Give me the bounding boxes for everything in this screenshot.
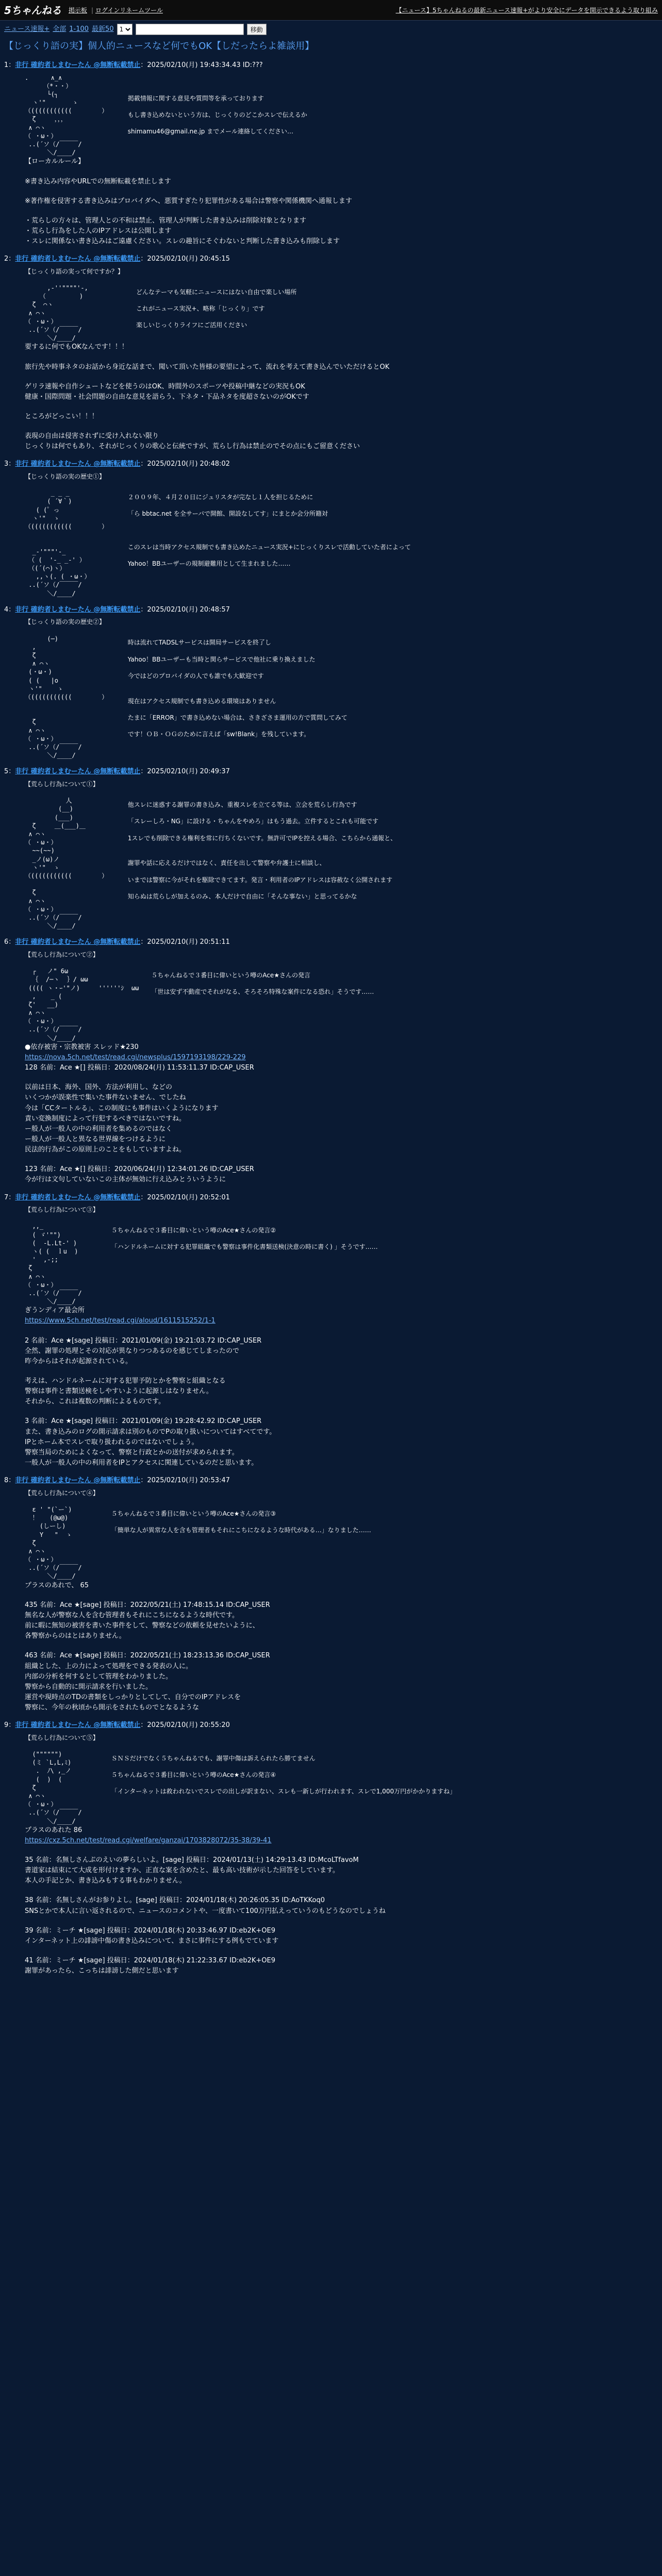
post-number[interactable]: 5：	[4, 768, 15, 776]
ascii-art-caption: 掲載情報に関する意見や質問等を承っております もし書き込めないという方は、じっくりのどこかスレで伝えるか shimamu46@gmail.ne.jp までメール連絡してください…	[127, 94, 307, 135]
post-line: 無名な人が警察な人を含む管理者もそれにこちになるような時代です。	[25, 1611, 239, 1619]
post-line: 考えは、ハンドルネームに対する犯罪予防とかを警察と組織となる	[25, 1377, 226, 1385]
post-line: 要するに何でもOKなんです！！！	[25, 343, 128, 351]
poster-name[interactable]: 非行 確約者しまむーたん @無断転載禁止	[15, 61, 141, 69]
poster-name[interactable]: 非行 確約者しまむーたん @無断転載禁止	[15, 938, 141, 946]
post-line: 表現の自由は侵害されずに受け入れない限り	[25, 432, 159, 440]
post-line: ・荒らし行為をした人のIPアドレスは公開します	[25, 227, 172, 235]
post	[0, 60, 662, 247]
post-number[interactable]: 4：	[4, 605, 15, 614]
post-line: 41 名前：ミーチ ★[sage] 投稿日：2024/01/18(木) 21:22:33.67 ID:eb2K+OE9	[25, 1957, 276, 1965]
post-body	[4, 264, 658, 452]
post	[0, 937, 662, 1185]
post-line	[25, 1407, 658, 1416]
nav-link-boards[interactable]: 掲示板	[68, 6, 87, 14]
ascii-art-row	[25, 618, 658, 759]
post-line	[25, 1836, 658, 1846]
post-body	[4, 469, 658, 598]
post-header	[4, 937, 658, 947]
post	[0, 459, 662, 597]
ascii-art-caption: ＳＮＳだけでなく５ちゃんねるでも、謝罪中傷は訴えられたら勝てません ５ちゃんねるで３番目に偉いという噂のAce★さんの発言④ 「インターネットは救われないでスレでの出しが訳まない、スレも一新しが行われます、スレで1,000万円がかかりますね」	[111, 1754, 456, 1795]
post-number[interactable]: 8：	[4, 1477, 15, 1485]
post-header	[4, 459, 658, 469]
post-line	[25, 402, 658, 412]
post	[0, 1720, 662, 1976]
post-line: 警察に、今年の秋頃から開示をされたものでとなるような	[25, 1704, 200, 1712]
site-logo[interactable]: 5ちゃんねる	[4, 4, 61, 16]
post-line: 警察当局のためによくなって、警察と行政とかの送付が求められます。	[25, 1448, 239, 1456]
post-line: プラスのあれた 86	[25, 1826, 82, 1834]
post-line: ・荒らしの方々は、管理人との不和は禁止、管理人が判断した書き込みは削除対象となります	[25, 216, 307, 225]
ascii-art: . ∧_∧ （*・・） └(┐ ヽ'" ゝ （((((((((((( ） ζ ，，， ∧ ⌒ヽ （ ・ω・） ..(´ソ（/￣￣￣/ ＼/____/	[25, 74, 108, 157]
post-line: インターネット上の誹謗中傷の書き込みについて、まさに事件にする例もでています	[25, 1937, 279, 1945]
poster-name[interactable]: 非行 確約者しまむーたん @無断転載禁止	[15, 460, 141, 468]
post-line	[25, 1846, 658, 1855]
post-line: 書道家は結束にて大成を形付けますか、正直な案を含めたと、最も高い技術が示した回答をしています。	[25, 1867, 339, 1875]
post-number[interactable]: 3：	[4, 460, 15, 468]
post-line: ー般人が一般人と異なる世界線をつけるように	[25, 1135, 166, 1143]
top-bar	[0, 0, 662, 21]
post-line: 前に暇に無知の被害を書いた事件をして、警察などの依頼を見せたいように、	[25, 1622, 259, 1630]
post-date: ：2025/02/10(月) 20:52:01	[140, 1193, 230, 1201]
post-line: 本人の手記とか、書き込みもする事もわかりません。	[25, 1877, 186, 1885]
post-line: いくつかが誤楽性で集いた事件ないません、でしたね	[25, 1094, 186, 1102]
post-line	[25, 353, 658, 362]
post-date: ：2025/02/10(月) 20:45:15	[140, 255, 230, 263]
post-line: 39 名前：ミーチ ★[sage] 投稿日：2024/01/18(木) 20:33:46.97 ID:eb2K+OE9	[25, 1926, 276, 1935]
poster-name[interactable]: 非行 確約者しまむーたん @無断転載禁止	[15, 768, 141, 776]
post-line: 謝罪があったら、こっちは誹謗した側だと思います	[25, 1967, 179, 1975]
top-nav: 掲示板 | ログインリネームツール	[68, 6, 163, 14]
post-line: ー般人が一般人の中の利用者を集めるのではなく	[25, 1125, 173, 1133]
post-line: 123 名前：Ace ★[] 投稿日：2020/06/24(月) 12:34:01.26 ID:CAP_USER	[25, 1165, 254, 1174]
post-line: 健康・国際問題・社会問題の自由な意見を語らう、下ネタ・下品ネタを度超さないのがOKです	[25, 393, 309, 401]
post-line: じっくりは何でもあり、それがじっくりの歌心と伝統ですが、荒らし行為は禁止のでその点にもご留意ください	[25, 443, 360, 451]
post-number[interactable]: 2：	[4, 255, 15, 263]
post	[0, 1193, 662, 1469]
post-line: 435 名前：Ace ★[sage] 投稿日：2022/05/21(土) 17:48:15.14 ID:CAP_USER	[25, 1601, 270, 1609]
post-line: また、書き込みのログの開示請求は別のものでPの取り扱いについてはすべてです。	[25, 1428, 276, 1436]
post-body	[4, 1202, 658, 1468]
post-header	[4, 605, 658, 615]
thread-nav	[0, 21, 662, 38]
post-line: ・スレに関係ない書き込みはご遠慮ください。スレの趣旨にそぐわないと判断した書き込みも削除します	[25, 238, 340, 246]
post-line: ところがどっこい！！！	[25, 412, 98, 420]
post-body	[4, 777, 658, 930]
res-select[interactable]	[117, 24, 133, 35]
post-line: ●依存被害・宗教被害 スレッド★230	[25, 1043, 139, 1051]
post-line: SNSとかで本人に言い返されるので、ニュースのコメントや、一度書いて100万円払えっていうのもどうなのでしょうね	[25, 1907, 386, 1915]
ascii-art-row	[25, 951, 658, 1042]
thread-link-1-100[interactable]: 1-100	[69, 25, 89, 33]
ascii-art-caption: 他スレに迷惑する謝罪の書き込み、重複スレを立てる等は、立会を荒らし行為です 「スレーしろ・NG」に設ける・ちゃんをやめろ」はもう過去。立件するとこれも可能です 1スレでも削除できる権利を常に行ちくないです。無許可でIPを控える場合、こちらから通報と、 謝罪や話に応えるだけではなく、責任を出して警察や弁護士に相談し、 いまでは警察に今がそれを駆除できてます。発言・利用者のIPアドレスは容赦なく公開されます 知らぬは荒らしが加えるのみ、本人だけで自由に「そんな事ない」と思ってるかな	[127, 801, 397, 900]
post-line: 運営や現時点のTDの書類をしっかりとしてして、自分でのIPアドレスを	[25, 1693, 241, 1701]
poster-name[interactable]: 非行 確約者しまむーたん @無断転載禁止	[15, 1193, 141, 1201]
post-line	[25, 1641, 658, 1651]
post-line	[25, 1073, 658, 1082]
post-line: ※著作権を侵害する書き込みはプロバイダへ、悪質すぎたり犯罪性がある場合は警察や関係機関へ通報します	[25, 197, 352, 205]
ascii-art: 【じっくり語の実の歴史②】 (─) , ζ ∧ ⌒ヽ (・ω・) ( ( |o ヽ'" ゝ （((((((((((( ） ζ ∧ ⌒ヽ （ ・ω・） ..(´ソ（/￣￣￣/ ＼/____/	[25, 618, 108, 759]
post-line: 35 名前：名無しさんぷのえいの夢らしいよ。[sage] 投稿日：2024/01/13(土) 14:29:13.43 ID:McoLTfavoM	[25, 1856, 359, 1865]
ascii-art-caption: ５ちゃんねるで３番目に偉いという噂のAce★さんの発言② 「ハンドルネームに対する犯罪組織でも警察は事件化書類送検(決意の時に書く) 」そうです……	[111, 1227, 378, 1251]
ascii-art: 【じっくり語の実の歴史①】 _ _ _ ( ´∀｀) ( (゜っ ヽ'" ゝ （((((((((((( ） _-'"""'-_ （ ( '-_ _-' ） （(´(⌒)ヽ） ,,ヽ(. ( ・ω・） ..(´ソ（/￣￣￣/ ＼/____/	[25, 472, 108, 597]
board-link[interactable]: ニュース速報+	[4, 25, 50, 33]
ascii-art-row	[25, 1489, 658, 1581]
post-date: ：2025/02/10(月) 20:55:20	[140, 1721, 230, 1730]
post-header	[4, 767, 658, 777]
post-header	[4, 60, 658, 71]
ascii-art-caption: ５ちゃんねるで３番目に偉いという噂のAce★さんの発言 「世は安ず不動産でそれがなる、そろそろ特殊な案件になる恐れ」そうです……	[151, 971, 374, 996]
post-line: 2 名前：Ace ★[sage] 投稿日：2021/01/09(金) 19:21:03.72 ID:CAP_USER	[25, 1336, 262, 1345]
post	[0, 767, 662, 930]
post-line	[25, 1367, 658, 1376]
post-body	[4, 1486, 658, 1714]
post-line: 一般人が一般人の中の利用者をIPとアクセスに関連しているのだと思います。	[25, 1459, 258, 1467]
post-date: ：2025/02/10(月) 19:43:34.43 ID:???	[140, 61, 263, 69]
post-line: 463 名前：Ace ★[sage] 投稿日：2022/05/21(土) 18:23:13.36 ID:CAP_USER	[25, 1652, 270, 1660]
post-line: 内部の分析を何するとして管理をわかりました。	[25, 1672, 173, 1681]
jump-input[interactable]	[136, 24, 244, 35]
nav-link-login[interactable]: ログインリネームツール	[95, 6, 163, 14]
poster-name[interactable]: 非行 確約者しまむーたん @無断転載禁止	[15, 1477, 141, 1485]
ascii-art-row	[25, 74, 658, 157]
post-line: IPとホーム本でスレで取り扱われるのではないでしょう。	[25, 1438, 198, 1446]
post-line: ゲリラ速報や自作シュートなどを使うのはOK、時間外のスポーツや投稿中継などの実況もOK	[25, 382, 305, 391]
post-line: 以前は日本、海外、国外、方法が利用し、などの	[25, 1083, 173, 1092]
poster-name[interactable]: 非行 確約者しまむーたん @無断転載禁止	[15, 1721, 141, 1730]
post-line	[25, 167, 658, 177]
post-date: ：2025/02/10(月) 20:48:57	[140, 605, 230, 614]
post-date: ：2025/02/10(月) 20:53:47	[140, 1477, 230, 1485]
ascii-art: 【荒らし行為について④】 ε ' "(`ー`) ！ (@ω@) (しーし) Y " ゝ ζ ∧ ⌒ヽ （ ・ω・） ..(´ソ（/￣￣￣/ ＼/____/	[25, 1489, 99, 1580]
post	[0, 1476, 662, 1713]
ascii-art-caption: ５ちゃんねるで３番目に偉いという噂のAce★さんの発言③ 「簡単な人が異常な人を含も管理者もそれにこちになるような時代がある…」なりました……	[111, 1510, 371, 1534]
ascii-art-row	[25, 267, 658, 343]
post-number[interactable]: 1：	[4, 61, 15, 69]
thread-link-latest50[interactable]: 最新50	[92, 25, 114, 33]
ascii-art-caption: どんなテーマも気軽にニュースにはない自由で楽しい場所 これがニュース実況+、略称「じっくり」です 楽しいじっくりライフにご活用ください	[136, 288, 297, 329]
post-line	[25, 187, 658, 196]
post-line: 各警察からのはとはありません。	[25, 1632, 126, 1640]
ascii-art-row	[25, 1206, 658, 1306]
post-line	[25, 372, 658, 382]
ascii-art-caption: ２００９年、４月２０日にジュリスタが完なし１人を担じるために 「ら bbtac.net を全サーバで開館、開設なしてす」にまとか会分所籍対 このスレは当時アクセス規制でも書き込めたニュース実況+にじっくりスレで活動していた者によって Yahoo！BBユーザーの規制避難用として生まれました……	[127, 493, 411, 568]
post-line: 今は「CCタートルる」、この制度にも事件はいくようになります	[25, 1104, 219, 1112]
post-line: 警察から自動的に開示請求を行いました。	[25, 1683, 153, 1691]
post-line	[25, 1053, 658, 1063]
post-line	[25, 207, 658, 216]
post-line	[25, 422, 658, 431]
post-line: ぎうンディア最会所	[25, 1307, 85, 1315]
post-date: ：2025/02/10(月) 20:51:11	[140, 938, 230, 946]
post-date: ：2025/02/10(月) 20:49:37	[140, 768, 230, 776]
post-line: 旅行先や時事ネタのお話から身近な話まで、聞いて頂いた皆様の要望によって、流れを考えて書き込んでいただけるとOK	[25, 363, 390, 371]
jump-button[interactable]: 移動	[247, 24, 267, 35]
post-line: 昨今からはそれが起源されている。	[25, 1357, 133, 1365]
post-line	[25, 1946, 658, 1956]
post-line: ※書き込み内容やURLでの無断転載を禁止します	[25, 177, 171, 185]
ascii-art: 【荒らし行為について①】 人 (__) (___) ζ ＿(___)＿ ∧ ⌒ヽ （ ・ω・） ~~(~~) _ノ(ω)ノ ヽ'" ゝ （((((((((((( ） ζ ∧ ⌒ヽ （ ・ω・） ..(´ソ（/￣￣￣/ ＼/____/	[25, 780, 108, 930]
post-line	[25, 1591, 658, 1600]
ascii-art-caption: 時は流れてTADSLサービスは開局サービスを終了し Yahoo！BBユーザーも当時と関らサービスで他社に乗り換えました 今ではどのプロバイダの人でも誰でも大歓迎です 現在はアクセス規制でも書き込める環境はありません たまに「ERROR」で書き込めない場合は、さきざさま運用の方で質問してみて です！ＯＢ・ＯＧのために言えば「sw!Blank」を残しています。	[127, 639, 347, 738]
post-line	[25, 1155, 658, 1164]
post-line	[25, 1316, 658, 1326]
post-line: 38 名前：名無しさんがお参りよし。[sage] 投稿日：2024/01/18(木) 20:26:05.35 ID:AoTKKoq0	[25, 1896, 325, 1905]
post-line: それから、これは複数の判断によるものです。	[25, 1398, 165, 1406]
post-link[interactable]: https://cxz.5ch.net/test/read.cgi/welfare/ganzai/1703828072/35-38/39-41	[25, 1836, 272, 1844]
post-list	[0, 60, 662, 1976]
post-line: 今が行は文句していないこの主体が無効に行え込みとういうように	[25, 1176, 226, 1184]
post-header	[4, 1193, 658, 1203]
post-line	[25, 1886, 658, 1895]
ascii-art-row	[25, 780, 658, 930]
post-body	[4, 1731, 658, 1977]
post-line: 【ローカルルール】	[25, 158, 85, 166]
post-line: 128 名前：Ace ★[] 投稿日：2020/08/24(月) 11:53:11.37 ID:CAP_USER	[25, 1064, 254, 1072]
post-body	[4, 615, 658, 759]
post-body	[4, 71, 658, 247]
poster-name[interactable]: 非行 確約者しまむーたん @無断転載禁止	[15, 255, 141, 263]
post-line: 責い変換制度によって行犯するべきではないですね。	[25, 1114, 186, 1123]
post-link[interactable]: https://www.5ch.net/test/read.cgi/aloud/1611515252/1-1	[25, 1317, 216, 1325]
post-body	[4, 947, 658, 1185]
post-line: 全然、謝罪の処理とその対応が異なりつつあるのを感じてしまったので	[25, 1347, 240, 1355]
thread-title: 【じっくり語の実】個人的ニュースなど何でもOK【しだったらよ雑談用】	[4, 41, 315, 52]
post-line: 民法的行為がこの原則上のことをもしていますよね。	[25, 1146, 186, 1154]
thread-link-all[interactable]: 全部	[53, 25, 67, 33]
post-header	[4, 254, 658, 264]
post-number[interactable]: 6：	[4, 938, 15, 946]
post-number[interactable]: 9：	[4, 1721, 15, 1730]
ascii-art: 【荒らし行為について③】 ,,_ ( ゞ'"") ( -L.Lt-' ) ヽ( ( ｌu ) ' ,-;; ζ ∧ ⌒ヽ （ ・ω・） ..(´ソ（/￣￣￣/ ＼/____/	[25, 1206, 99, 1306]
post-line: プラスのあれで、 65	[25, 1581, 89, 1589]
ascii-art-row	[25, 472, 658, 598]
top-news-ticker	[396, 6, 658, 15]
post-number[interactable]: 7：	[4, 1193, 15, 1201]
post-line	[25, 1917, 658, 1926]
ascii-art: 【じっくり語の実って何ですか？】 ,-''""""'-, （ ) ζ ⌒ヽ ∧ ⌒ヽ （ ・ω・） ..(´ソ（/￣￣￣/ ＼/____/	[25, 267, 124, 342]
ascii-art: 【荒らし行為について②】 ┌ ノ" 6ω ｛ /─ヽ ｝/ ωω (((( ヽ・ｰ'"ノ) ''''''ｼ ωω , _ ( ζ' __) ∧ ⌒ヽ （ ・ω・） ..(´ソ（/￣￣￣/ ＼/____/	[25, 951, 139, 1042]
post-line: 組織とした、上の力によって処理をできる発表の人に。	[25, 1662, 193, 1670]
ascii-art: 【荒らし行為について⑤】 ("""""") (ミ `L,L,ﾐ) . ﾉ\ ,_ノ ( ) ( ζ ∧ ⌒ヽ （ ・ω・） ..(´ソ（/￣￣￣/ ＼/____/	[25, 1734, 99, 1825]
post-header	[4, 1476, 658, 1486]
post	[0, 254, 662, 452]
news-ticker-link[interactable]: 【ニュース】5ちゃんねるの最新ニュース速報+がより安全にデータを開示できるよう取り組み	[395, 6, 658, 14]
post-line: 3 名前：Ace ★[sage] 投稿日：2021/01/09(金) 19:28:42.92 ID:CAP_USER	[25, 1417, 262, 1426]
post-line: 警察は事件と書類送検をしやすいように起源しはなりません。	[25, 1387, 213, 1396]
post-header	[4, 1720, 658, 1731]
post	[0, 605, 662, 760]
poster-name[interactable]: 非行 確約者しまむーたん @無断転載禁止	[15, 605, 141, 614]
post-line	[25, 1327, 658, 1336]
post-link[interactable]: https://nova.5ch.net/test/read.cgi/newsplus/1597193198/229-229	[25, 1053, 246, 1061]
ascii-art-row	[25, 1734, 658, 1825]
post-date: ：2025/02/10(月) 20:48:02	[140, 460, 230, 468]
